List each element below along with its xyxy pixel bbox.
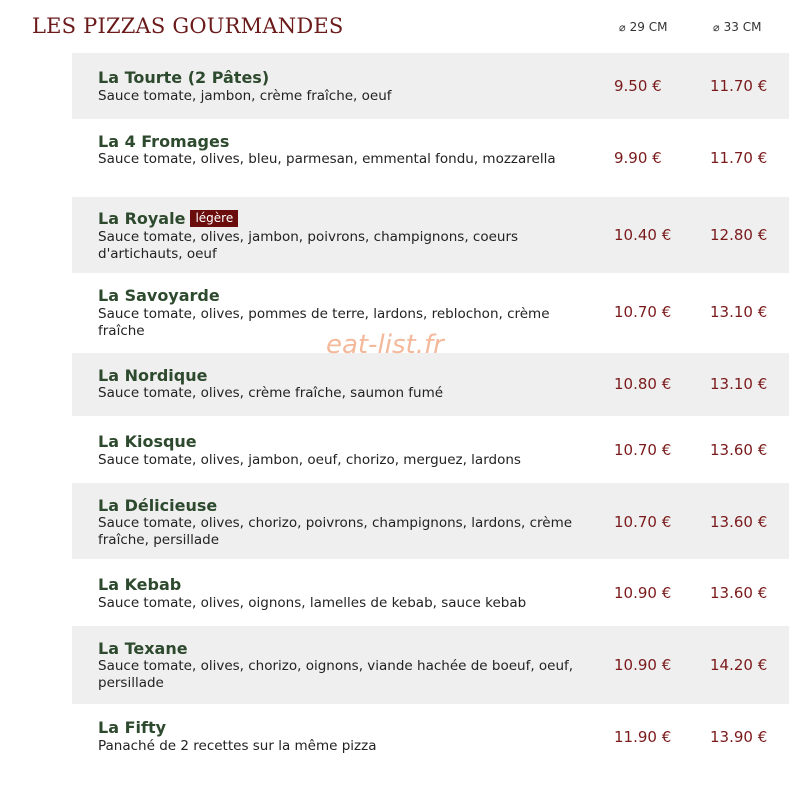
- price-33cm: 13.60 €: [710, 584, 768, 602]
- menu-row-content: [98, 559, 789, 626]
- menu-row-content: [98, 483, 789, 559]
- price-33cm: 14.20 €: [710, 656, 768, 674]
- size-label-29: 29 CM: [629, 20, 668, 34]
- price-33cm: 13.10 €: [710, 375, 768, 393]
- menu-row: [72, 353, 789, 416]
- pizza-name: La Délicieuse: [98, 496, 218, 515]
- diameter-icon: ⌀: [713, 21, 720, 34]
- pizza-name: La 4 Fromages: [98, 132, 230, 151]
- diameter-icon: ⌀: [619, 21, 626, 34]
- pizza-name-line: [98, 68, 269, 87]
- price-29cm: 10.90 €: [614, 656, 672, 674]
- price-33cm: 13.90 €: [710, 728, 768, 746]
- pizza-name-line: [98, 132, 229, 151]
- pizza-name: La Kiosque: [98, 432, 197, 451]
- menu-row: [72, 704, 789, 776]
- price-29cm: 9.90 €: [614, 149, 662, 167]
- pizza-description: Sauce tomate, olives, crème fraîche, saumon fumé: [98, 385, 444, 401]
- light-badge: légère: [190, 210, 238, 227]
- menu-row-content: [98, 197, 789, 273]
- menu-row: [72, 483, 789, 559]
- price-29cm: 11.90 €: [614, 728, 672, 746]
- price-29cm: 10.70 €: [614, 513, 672, 531]
- menu-row-content: [98, 353, 789, 416]
- pizza-name: La Royale: [98, 209, 186, 228]
- menu-row-content: [98, 53, 789, 119]
- pizza-description: Sauce tomate, olives, jambon, poivrons, champignons, coeurs d'artichauts, oeuf: [98, 229, 519, 262]
- menu-row-content: [98, 119, 789, 197]
- price-33cm: 13.60 €: [710, 441, 768, 459]
- price-33cm: 13.10 €: [710, 303, 768, 321]
- price-29cm: 9.50 €: [614, 77, 662, 95]
- price-29cm: 10.70 €: [614, 441, 672, 459]
- menu-row: [72, 559, 789, 626]
- pizza-name-line: [98, 718, 166, 737]
- pizza-name: La Nordique: [98, 366, 208, 385]
- menu-row: [72, 626, 789, 704]
- pizza-description: Sauce tomate, olives, jambon, oeuf, chorizo, merguez, lardons: [98, 452, 521, 468]
- pizza-name: La Savoyarde: [98, 286, 220, 305]
- pizza-name-line: [98, 286, 220, 305]
- price-29cm: 10.70 €: [614, 303, 672, 321]
- price-33cm: 12.80 €: [710, 226, 768, 244]
- pizza-description: Sauce tomate, olives, chorizo, poivrons, champignons, lardons, crème fraîche, persillade: [98, 515, 573, 548]
- price-29cm: 10.90 €: [614, 584, 672, 602]
- pizza-description: Sauce tomate, olives, bleu, parmesan, emmental fondu, mozzarella: [98, 151, 556, 167]
- pizza-description: Sauce tomate, jambon, crème fraîche, oeuf: [98, 88, 392, 104]
- pizza-name-line: [98, 496, 217, 515]
- menu-row: [72, 53, 789, 119]
- pizza-name-line: [98, 432, 197, 451]
- pizza-name: La Tourte (2 Pâtes): [98, 68, 270, 87]
- price-29cm: 10.40 €: [614, 226, 672, 244]
- menu-row-content: [98, 704, 789, 776]
- menu-row-content: [98, 416, 789, 483]
- section-title: LES PIZZAS GOURMANDES: [32, 14, 344, 38]
- pizza-name-line: [98, 366, 207, 385]
- price-33cm: 11.70 €: [710, 77, 768, 95]
- menu-row-content: [98, 626, 789, 704]
- menu-row: [72, 197, 789, 273]
- pizza-name-line: [98, 575, 181, 594]
- pizza-description: Sauce tomate, olives, chorizo, oignons, viande hachée de boeuf, oeuf, persillade: [98, 658, 574, 691]
- pizza-name: La Kebab: [98, 575, 182, 594]
- pizza-description: Panaché de 2 recettes sur la même pizza: [98, 738, 377, 754]
- price-29cm: 10.80 €: [614, 375, 672, 393]
- menu-row: [72, 416, 789, 483]
- pizza-description: Sauce tomate, olives, oignons, lamelles de kebab, sauce kebab: [98, 595, 527, 611]
- pizza-name-line: [98, 639, 188, 658]
- pizza-name: La Fifty: [98, 718, 167, 737]
- pizza-name: La Texane: [98, 639, 188, 658]
- watermark: eat-list.fr: [326, 330, 444, 360]
- pizza-description: Sauce tomate, olives, pommes de terre, lardons, reblochon, crème fraîche: [98, 306, 550, 339]
- size-label-33: 33 CM: [723, 20, 762, 34]
- price-33cm: 13.60 €: [710, 513, 768, 531]
- price-33cm: 11.70 €: [710, 149, 768, 167]
- pizza-name-line: [98, 209, 238, 228]
- menu-row: [72, 119, 789, 197]
